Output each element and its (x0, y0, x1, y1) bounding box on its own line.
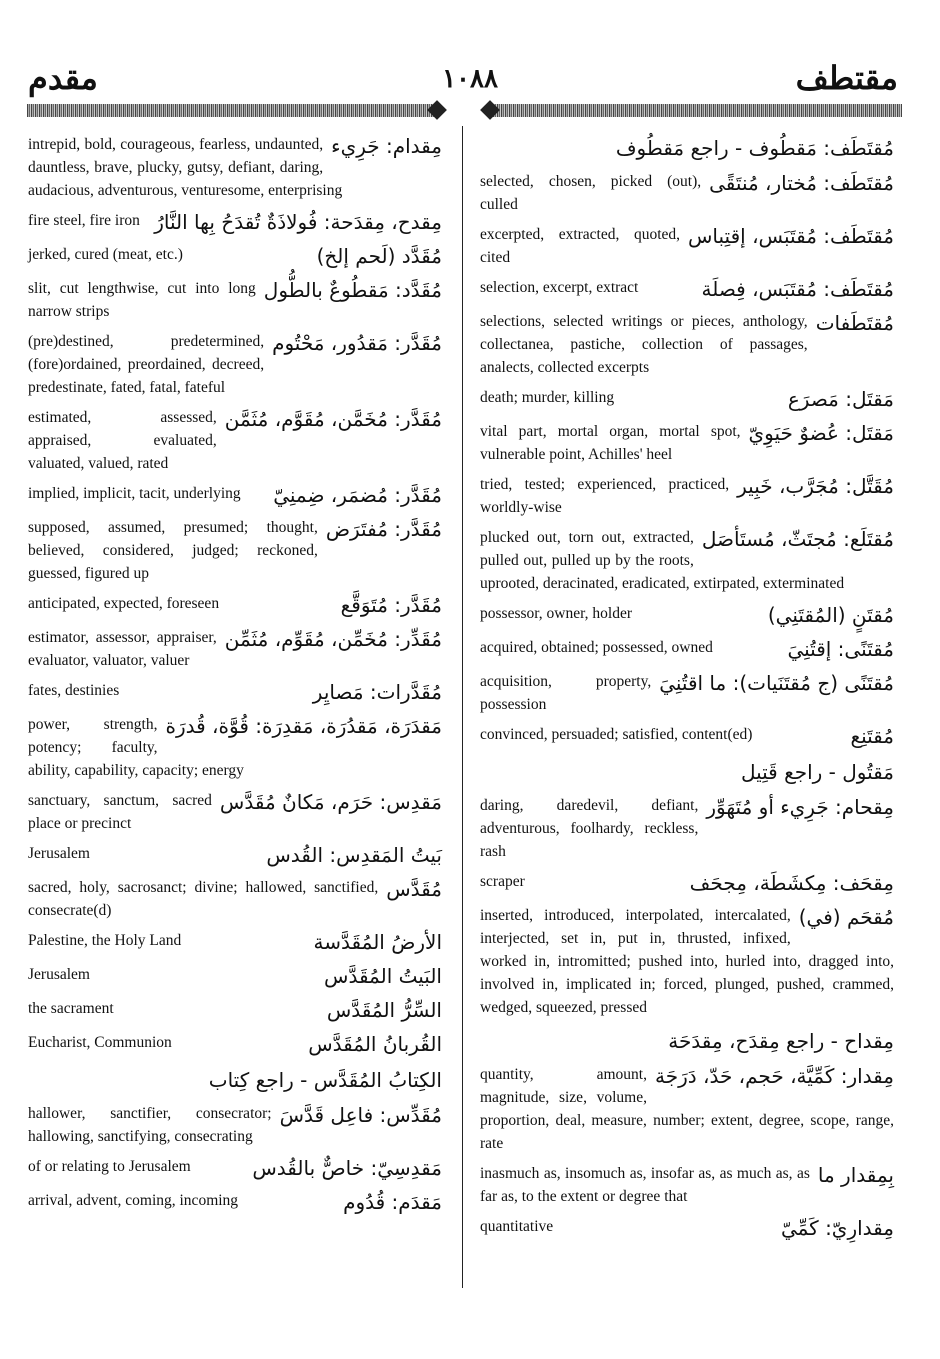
arabic-headword: مُقتَطَفات (815, 311, 894, 335)
dictionary-entry (480, 670, 894, 716)
english-definition: possessor, owner, holder (480, 605, 633, 622)
arabic-headword: مَقدَم: قُدُوم (343, 1190, 442, 1214)
dictionary-entry (28, 963, 442, 990)
english-definition: inasmuch as, insomuch as, insofar as, as much as, as far as, to the extent or degree that (480, 1165, 810, 1205)
dictionary-entry (28, 1155, 442, 1182)
arabic-headword: مِقحَف: مِكشَطَة، مِجحَف (689, 871, 894, 895)
english-definition: Jerusalem (28, 966, 90, 983)
dictionary-entry (28, 209, 442, 236)
arabic-headword: مُقَدَّر: مُفتَرَض (325, 517, 442, 541)
dictionary-entry (28, 1189, 442, 1216)
english-definition: selected, chosen, picked (out), culled (480, 173, 702, 213)
dictionary-entry (28, 482, 442, 509)
english-definition: vital part, mortal organ, mortal spot, vulnerable point, Achilles' heel (480, 423, 741, 463)
dictionary-entry (480, 757, 894, 787)
arabic-headword: مُقَدِّس: فاعِل قَدَّسَ (279, 1103, 442, 1127)
arabic-headword: مُقَدَّد (لَحم إلخ) (316, 244, 442, 268)
english-definition: death; murder, killing (480, 389, 615, 406)
arabic-headword: مَقتَل: عُضوٌ حَيَوِيّ (748, 421, 894, 445)
dictionary-entry (28, 243, 442, 270)
arabic-headword: بَيتُ المَقدِس: القُدس (266, 843, 442, 867)
arabic-headword: مُقتَطَف: مُقتَبَس، إقتِباس (688, 224, 894, 248)
arabic-headword: مُقتَطَف: مُقتَبَس، فِصلَة (701, 277, 894, 301)
header-rule-right (489, 104, 902, 117)
dictionary-entry (480, 1215, 894, 1242)
arabic-headword: مُقحَم (في) (798, 905, 894, 929)
arabic-headword: القُربانُ المُقَدَّس (308, 1032, 442, 1056)
dictionary-entry (480, 223, 894, 269)
arabic-headword: بِمِقدار ما (817, 1163, 894, 1187)
arabic-headword: مُقَدَّر: مُتَوَقَّع (340, 593, 442, 617)
arabic-headword: مَقدِس: حَرَم، مَكانٌ مُقَدَّس (219, 790, 442, 814)
dictionary-entry (480, 133, 894, 163)
arabic-headword: مَقتُول - راجع قَتِيل (740, 760, 894, 784)
arabic-headword: مُقتَنًى: إقتُنِيَ (787, 637, 894, 661)
column-divider (462, 126, 463, 1288)
english-definition: Eucharist, Communion (28, 1034, 172, 1051)
right-column (480, 133, 894, 1249)
dictionary-entry (480, 636, 894, 663)
english-definition: the sacrament (28, 1000, 114, 1017)
dictionary-entry (28, 1065, 442, 1095)
dictionary-entry (480, 602, 894, 629)
dictionary-entry (28, 626, 442, 672)
arabic-headword: مُقَدَّر: مُخَمَّن، مُقَوَّم، مُثَمَّن (224, 407, 442, 431)
dictionary-entry (480, 526, 894, 595)
arabic-headword: مِقدح، مِقدَحة: فُولاذَةٌ تُقدَحُ بِها النَّارُ (154, 210, 442, 234)
arabic-headword: الكِتابُ المُقَدَّس - راجع كِتاب (208, 1068, 442, 1092)
dictionary-entry (480, 310, 894, 379)
dictionary-entry (28, 330, 442, 399)
arabic-headword: مِقداح - راجع مِقدَح، مِقدَحَة (668, 1029, 894, 1053)
english-definition: Palestine, the Holy Land (28, 932, 182, 949)
dictionary-entry (480, 170, 894, 216)
english-definition: acquisition, property, possession (480, 673, 652, 713)
arabic-headword: مُقتَنٍ (المُقتَنِي) (767, 603, 894, 627)
english-definition: (pre)destined, predetermined, (fore)ordained, preordained, decreed, predestinate, fated, fatal, fateful (28, 333, 265, 396)
dictionary-entry (480, 1026, 894, 1056)
dictionary-entry (28, 929, 442, 956)
english-definition: sacred, holy, sacrosanct; divine; hallowed, sanctified, consecrate(d) (28, 879, 379, 919)
english-definition: scraper (480, 873, 525, 890)
english-definition: arrival, advent, coming, incoming (28, 1192, 239, 1209)
arabic-headword: مُقَتَّل: مُجَرَّب، خَبِير (737, 474, 894, 498)
header-right-word: مقتطف (795, 60, 898, 96)
english-definition: selection, excerpt, extract (480, 279, 639, 296)
dictionary-entry (28, 713, 442, 782)
english-definition: estimated, assessed, appraised, evaluated, valuated, valued, rated (28, 409, 217, 472)
header-rule-left (27, 104, 435, 117)
dictionary-entry (480, 420, 894, 466)
dictionary-entry (28, 406, 442, 475)
english-definition: fates, destinies (28, 682, 120, 699)
english-definition: convinced, persuaded; satisfied, content(ed) (480, 726, 753, 743)
english-definition: power, strength, potency; faculty, ability, capability, capacity; energy (28, 716, 244, 779)
arabic-headword: مُقَدَّرات: مَصايِر (312, 680, 442, 704)
page-number: ١٠٨٨ (442, 64, 498, 93)
dictionary-entry (480, 794, 894, 863)
english-definition: jerked, cured (meat, etc.) (28, 246, 183, 263)
arabic-headword: مَقتَل: مَصرَع (787, 387, 894, 411)
english-definition: implied, implicit, tacit, underlying (28, 485, 241, 502)
arabic-headword: مُقَدَّد: مَقطُوعٌ بالطُّول (263, 278, 442, 302)
english-definition: of or relating to Jerusalem (28, 1158, 191, 1175)
english-definition: sanctuary, sanctum, sacred place or precinct (28, 792, 212, 832)
dictionary-entry (28, 277, 442, 323)
english-definition: daring, daredevil, defiant, adventurous, foolhardy, reckless, rash (480, 797, 699, 860)
english-definition: acquired, obtained; possessed, owned (480, 639, 713, 656)
arabic-headword: مُقتَلَع: مُجتَثّ، مُستَأصَل (701, 527, 894, 551)
left-column (28, 133, 442, 1223)
dictionary-entry (28, 997, 442, 1024)
arabic-headword: مَقدِسِيّ: خاصٌّ بالقُدس (252, 1156, 442, 1180)
english-definition: selections, selected writings or pieces, anthology, collectanea, pastiche, collection of passages, analects, collected excerpts (480, 313, 808, 376)
dictionary-entry (28, 133, 442, 202)
arabic-headword: مِقحام: جَرِيء أو مُتَهَوِّر (706, 795, 894, 819)
arabic-headword: مَقدَرَة، مَقدُرَة، مَقدِرَة: قُوَّة، قُدرَة (165, 714, 442, 738)
arabic-headword: مُقتَنِع (850, 724, 894, 748)
dictionary-entry (480, 904, 894, 1019)
dictionary-entry (28, 516, 442, 585)
english-definition: plucked out, torn out, extracted, pulled out, pulled up by the roots, uprooted, deracinated, eradicated, extirpated, exterminated (480, 529, 845, 592)
dictionary-entry (28, 679, 442, 706)
arabic-headword: مُقتَطَف: مَقطُوف - راجع مَقطُوف (615, 136, 894, 160)
arabic-headword: السِّرُّ المُقَدَّس (326, 998, 442, 1022)
arabic-headword: مُقَدَّر: مُضمَر، ضِمنِيّ (273, 483, 442, 507)
dictionary-entry (480, 723, 894, 750)
english-definition: quantity, amount, magnitude, size, volume, proportion, deal, measure, number; extent, degree, scope, range, rate (480, 1066, 894, 1152)
header-left-word: مقدم (28, 60, 98, 96)
english-definition: excerpted, extracted, quoted, cited (480, 226, 681, 266)
dictionary-entry (28, 842, 442, 869)
english-definition: estimator, assessor, appraiser, evaluator, valuator, valuer (28, 629, 217, 669)
dictionary-entry (28, 1102, 442, 1148)
dictionary-entry (480, 386, 894, 413)
arabic-headword: البَيتُ المُقَدَّس (324, 964, 442, 988)
dictionary-entry (28, 592, 442, 619)
arabic-headword: مُقَدَّر: مَقدُور، مَحْتُوم (272, 331, 442, 355)
dictionary-entry (28, 876, 442, 922)
arabic-headword: مُقتَنًى (ج مُقتَنَيات): ما اقتُنِيَ (659, 671, 894, 695)
arabic-headword: مُقَدِّر: مُخَمِّن، مُقَوِّم، مُثَمِّن (224, 627, 442, 651)
english-definition: intrepid, bold, courageous, fearless, undaunted, dauntless, brave, plucky, gutsy, defiant, daring, audacious, adventurous, venturesome, enterprising (28, 136, 343, 199)
english-definition: tried, tested; experienced, practiced, worldly-wise (480, 476, 730, 516)
dictionary-entry (480, 870, 894, 897)
english-definition: hallower, sanctifier, consecrator; hallowing, sanctifying, consecrating (28, 1105, 272, 1145)
english-definition: supposed, assumed, presumed; thought, believed, considered, judged; reckoned, guessed, figured up (28, 519, 318, 582)
arabic-headword: مُقتَطَف: مُختار، مُنتَقًى (709, 171, 894, 195)
dictionary-entry (28, 1031, 442, 1058)
dictionary-entry (480, 473, 894, 519)
arabic-headword: الأرضُ المُقَدَّسة (313, 930, 442, 954)
arabic-headword: مِقدام: جَرِيء (331, 134, 442, 158)
arabic-headword: مِقدار: كَمِّيَّة، حَجم، حَدّ، دَرَجَة (654, 1064, 894, 1088)
english-definition: quantitative (480, 1218, 554, 1235)
dictionary-entry (480, 276, 894, 303)
dictionary-entry (480, 1162, 894, 1208)
english-definition: Jerusalem (28, 845, 90, 862)
dictionary-entry (480, 1063, 894, 1155)
arabic-headword: مُقَدَّس (386, 877, 442, 901)
english-definition: fire steel, fire iron (28, 212, 140, 229)
dictionary-entry (28, 789, 442, 835)
english-definition: inserted, introduced, interpolated, intercalated, interjected, set in, put in, thrusted, infixed, worked in, intromitted; pushed into, hurled into, dragged into, involved in, implicated in; forced, plunged, pushed, crammed, wedged, squeezed, pressed (480, 907, 894, 1016)
english-definition: slit, cut lengthwise, cut into long narrow strips (28, 280, 256, 320)
english-definition: anticipated, expected, foreseen (28, 595, 220, 612)
arabic-headword: مِقدارِيّ: كَمِّيّ (780, 1216, 894, 1240)
